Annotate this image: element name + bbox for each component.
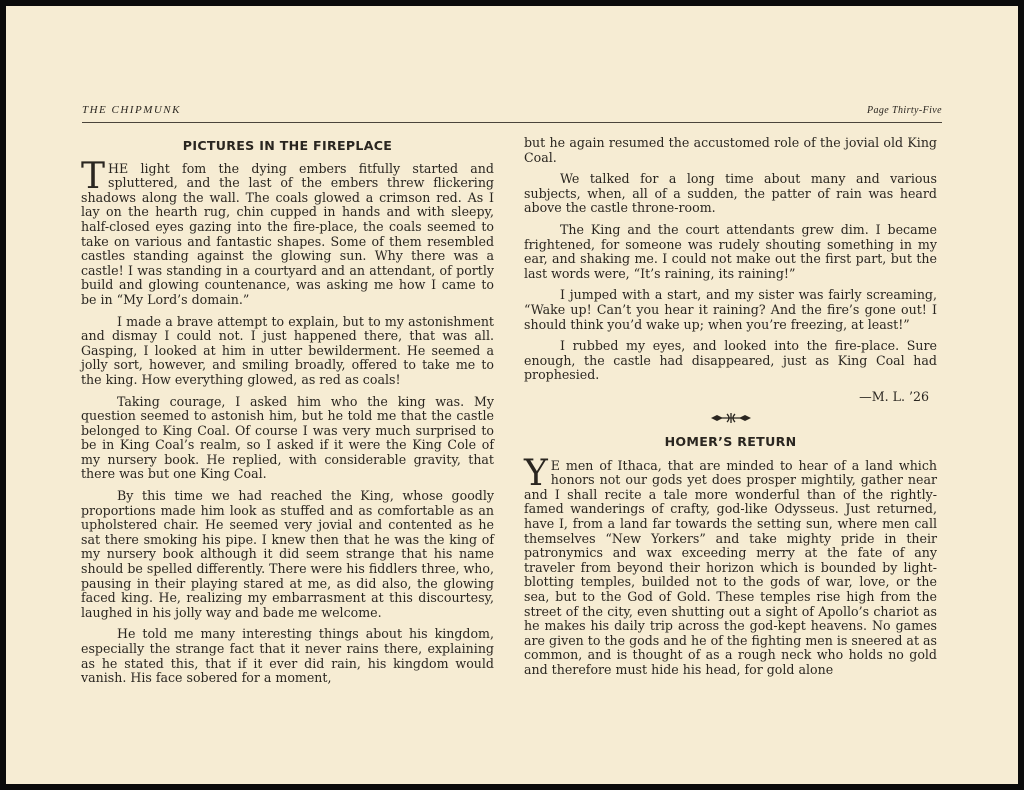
- paragraph: I made a brave attempt to explain, but to my astonishment and dismay I could not. I just happened there, that was all. Gasping, I looked at him in utter bewilderment. He seemed a jolly sort, however, and smiling broadly, offered to take me to the king. How everything glowed, as red as coals!: [81, 313, 494, 387]
- story-title: PICTURES IN THE FIREPLACE: [182, 138, 393, 153]
- story-title: HOMER’S RETURN: [664, 434, 797, 450]
- drop-cap: Y: [524, 452, 548, 494]
- section-ornament-icon: [524, 412, 937, 428]
- paragraph: I rubbed my eyes, and looked into the fire-place. Sure enough, the castle had disappeared, just as King Coal had prophesied.: [524, 338, 937, 383]
- paragraph: By this time we had reached the King, whose goodly proportions made him look as stuffed and as comfortable as an upholstered chair. He seemed very jovial and contented as he sat there smoking his pipe. I knew then that he was the king of my nursery book although it did seem strange that his name should be spelled differently. There were his fiddlers three, who, pausing in their playing stared at me, as did also, the glowing faced king. He, realizing my embarrasment at this discourtesy, laughed in his jolly way and bade me welcome.: [81, 488, 494, 620]
- paragraph: Taking courage, I asked him who the king was. My question seemed to astonish him, but he told me that the castle belonged to King Coal. Of course I was very much surprised to be in King Coal’s realm, so I asked if it were the King Cole of my nursery book. He replied, with considerable gravity, that there was but one King Coal.: [81, 393, 494, 482]
- paragraph-text: E men of Ithaca, that are minded to hear of a land which honors not our gods yet does prosper mightily, gather near and I shall recite a tale more wonderful than of the rightly-famed wanderings of crafty, god-like Odysseus. Just returned, have I, from a land far towards the setting sun, where men call themselves “New Yorkers” and take mighty pride in their patronymics and wax exceeding merry at the fate of any traveler from beyond their horizon which is bounded by light-blotting temples, builded not to the gods of war, love, or the sea, but to the God of Gold. These temples rise high from the street of the city, even shutting out a sight of Apollo’s chariot as he makes his daily trip across the god-kept heavens. No games are given to the gods and he of the fighting men is sneered at as common, and is thought of as a rough neck who holds no gold and therefore must hide his head, for gold alone: [524, 457, 937, 677]
- drop-cap: T: [81, 155, 106, 197]
- author-signature: —M. L. ’26: [859, 388, 929, 404]
- paragraph-continued: but he again resumed the accustomed role of the jovial old King Coal.: [524, 135, 937, 165]
- running-head: [82, 104, 942, 122]
- paragraph: [81, 155, 494, 308]
- ornament-svg: [709, 412, 753, 424]
- left-column: [81, 136, 494, 693]
- paragraph-text: HE light fom the dying embers fitfully started and spluttered, and the last of the embers threw flickering shadows along the wall. The coals glowed a crimson red. As I lay on the hearth rug, chin cupped in hands and with sleepy, half-closed eyes gazing into the fire-place, the coals seemed to take on various and fantastic shapes. Some of them resembled castles standing against the glowing sun. Why there was a castle! I was standing in a courtyard and an attendant, of portly build and glowing countenance, was asking me how I came to be in “My Lord’s domain.”: [81, 160, 494, 307]
- paragraph: He told me many interesting things about his kingdom, especially the strange fact that it never rains there, explaining as he stated this, that if it ever did rain, his kingdom would vanish. His face sobered for a moment,: [81, 626, 494, 686]
- journal-title: THE CHIPMUNK: [82, 104, 181, 116]
- book-page: [6, 6, 1018, 784]
- paragraph: The King and the court attendants grew dim. I became frightened, for someone was rudely shouting something in my ear, and shaking me. I could not make out the first part, but the last words were, “It’s raining, its raining!”: [524, 221, 937, 281]
- header-rule: [82, 122, 942, 123]
- paragraph: We talked for a long time about many and various subjects, when, all of a sudden, the patter of rain was heard above the castle throne-room.: [524, 171, 937, 216]
- paragraph: [524, 452, 937, 678]
- paragraph: I jumped with a start, and my sister was fairly screaming, “Wake up! Can’t you hear it raining? And the fire’s gone out! I should think you’d wake up; when you’re freezing, at least!”: [524, 287, 937, 332]
- right-column: [524, 136, 937, 685]
- page-number: Page Thirty-Five: [867, 105, 942, 116]
